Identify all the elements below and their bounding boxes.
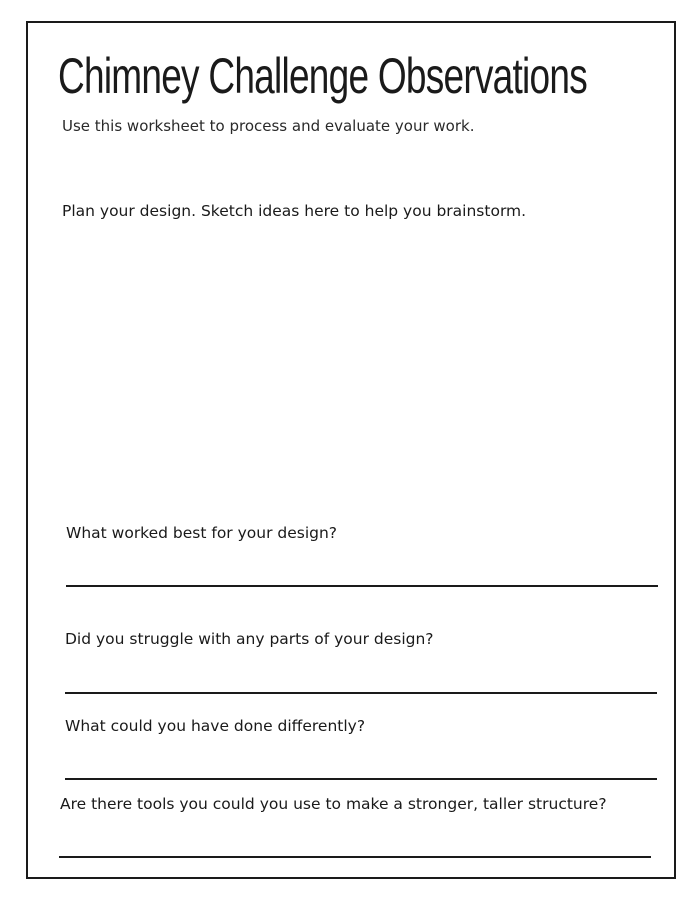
question-done-differently: What could you have done differently? bbox=[65, 717, 366, 735]
answer-line-tools-stronger-structure[interactable] bbox=[59, 856, 651, 858]
question-struggle-parts: Did you struggle with any parts of your design? bbox=[65, 630, 434, 648]
sketch-prompt: Plan your design. Sketch ideas here to help you brainstorm. bbox=[62, 202, 527, 220]
page-title: Chimney Challenge Observations bbox=[58, 48, 587, 104]
sketch-area[interactable] bbox=[60, 236, 650, 506]
answer-line-what-worked-best[interactable] bbox=[66, 585, 658, 587]
answer-line-done-differently[interactable] bbox=[65, 778, 657, 780]
page-subtitle: Use this worksheet to process and evaluate your work. bbox=[62, 117, 475, 135]
question-tools-stronger-structure: Are there tools you could you use to make a stronger, taller structure? bbox=[60, 795, 607, 813]
question-what-worked-best: What worked best for your design? bbox=[66, 524, 338, 542]
answer-line-struggle-parts[interactable] bbox=[65, 692, 657, 694]
